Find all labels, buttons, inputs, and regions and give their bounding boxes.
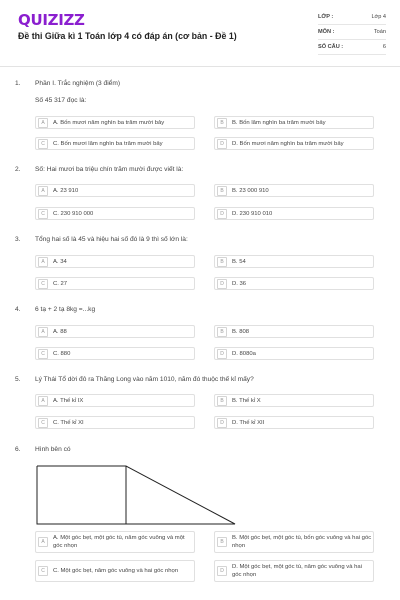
info-label: SỐ CÂU : (318, 44, 344, 50)
quizizz-logo: QUIZIZZ (18, 11, 85, 29)
option-letter: D (217, 209, 227, 219)
answer-option-b[interactable] (214, 531, 374, 553)
option-text: D. 230 910 010 (232, 210, 273, 217)
geometry-figure (36, 465, 236, 525)
option-letter: D (217, 349, 227, 359)
info-value: 6 (382, 44, 386, 50)
option-text: D. 36 (232, 280, 247, 287)
question-text: Hình bên có (35, 446, 71, 453)
option-text: B. 23 000 910 (232, 187, 269, 194)
question-text: Số 45 317 đọc là: (35, 97, 87, 104)
option-text: A. 23 910 (53, 187, 79, 194)
option-letter: A (38, 118, 48, 128)
question-number: 3. (15, 236, 21, 243)
option-letter: C (38, 139, 48, 149)
option-text: B. Bốn lăm nghìn ba trăm mười bảy (232, 119, 326, 126)
option-text: B. Thế kỉ X (232, 397, 261, 404)
option-letter: B (217, 118, 227, 128)
option-letter: C (38, 418, 48, 428)
option-text: C. 230 910 000 (53, 210, 94, 217)
option-letter: A (38, 257, 48, 267)
option-letter: D (217, 418, 227, 428)
info-row-grade (318, 10, 386, 25)
info-table (318, 10, 386, 55)
option-letter: D (217, 139, 227, 149)
option-letter: A (38, 186, 48, 196)
answer-option-a[interactable] (35, 184, 195, 197)
answer-option-c[interactable] (35, 207, 195, 220)
option-text: A. Một góc bẹt, một góc tù, năm góc vuông và một góc nhọn (53, 535, 185, 549)
option-letter: A (38, 396, 48, 406)
option-text: A. 88 (53, 328, 67, 335)
answer-option-c[interactable] (35, 137, 195, 150)
answer-option-a[interactable] (35, 531, 195, 553)
answer-option-a[interactable] (35, 255, 195, 268)
info-value: Toán (373, 29, 386, 35)
answer-option-b[interactable] (214, 184, 374, 197)
option-text: C. 880 (53, 350, 71, 357)
option-letter: A (38, 537, 48, 547)
question-text: Lý Thái Tổ dời đô ra Thăng Long vào năm 1010, năm đó thuộc thế kỉ mấy? (35, 376, 254, 383)
option-text: B. 808 (232, 328, 250, 335)
question-number: 1. (15, 80, 21, 87)
answer-option-d[interactable] (214, 560, 374, 582)
answer-option-d[interactable] (214, 347, 374, 360)
answer-option-d[interactable] (214, 416, 374, 429)
page-header (0, 0, 400, 67)
option-text: B. Một góc bẹt, một góc tù, bốn góc vuông và hai góc nhọn (232, 535, 372, 549)
answer-option-c[interactable] (35, 277, 195, 290)
answer-option-a[interactable] (35, 116, 195, 129)
option-letter: B (217, 396, 227, 406)
option-letter: A (38, 327, 48, 337)
answer-option-c[interactable] (35, 416, 195, 429)
option-text: A. 34 (53, 258, 67, 265)
option-text: D. Bốn mươi năm nghìn ba trăm mười bảy (232, 140, 344, 147)
option-text: C. Một góc bẹt, năm góc vuông và hai góc nhọn (53, 568, 179, 574)
option-text: D. 8080a (232, 350, 256, 357)
option-letter: C (38, 566, 48, 576)
answer-option-d[interactable] (214, 207, 374, 220)
question-text: 6 tạ + 2 tạ 8kg =...kg (35, 306, 96, 313)
info-row-count (318, 40, 386, 55)
answer-option-c[interactable] (35, 347, 195, 360)
option-letter: B (217, 537, 227, 547)
option-text: B. 54 (232, 258, 246, 265)
answer-option-d[interactable] (214, 277, 374, 290)
option-letter: B (217, 327, 227, 337)
option-letter: B (217, 186, 227, 196)
answer-option-b[interactable] (214, 325, 374, 338)
answer-option-a[interactable] (35, 394, 195, 407)
info-label: LỚP : (318, 14, 334, 20)
question-text: Số: Hai mươi ba triệu chín trăm mười được viết là: (35, 166, 184, 173)
answer-option-d[interactable] (214, 137, 374, 150)
answer-option-b[interactable] (214, 116, 374, 129)
info-row-subject (318, 25, 386, 40)
question-number: 6. (15, 446, 21, 453)
option-letter: C (38, 209, 48, 219)
option-letter: C (38, 279, 48, 289)
info-value: Lớp 4 (371, 14, 386, 20)
answer-option-a[interactable] (35, 325, 195, 338)
question-number: 2. (15, 166, 21, 173)
option-letter: B (217, 257, 227, 267)
document-title: Đề thi Giữa kì 1 Toán lớp 4 có đáp án (cơ bản - Đề 1) (18, 31, 237, 41)
question-number: 4. (15, 306, 21, 313)
question-number: 5. (15, 376, 21, 383)
option-letter: D (217, 566, 227, 576)
option-letter: D (217, 279, 227, 289)
option-text: D. Thế kỉ XII (232, 419, 265, 426)
option-text: C. Thế kỉ XI (53, 419, 84, 426)
option-text: D. Một góc bẹt, một góc tù, năm góc vuông và hai góc nhọn (232, 564, 362, 578)
question-text: Tổng hai số là 45 và hiệu hai số đó là 9 thì số lớn là: (35, 236, 188, 243)
answer-option-b[interactable] (214, 255, 374, 268)
option-letter: C (38, 349, 48, 359)
answer-option-c[interactable] (35, 560, 195, 582)
option-text: A. Thế kỉ IX (53, 397, 84, 404)
option-text: A. Bốn mươi năm nghìn ba trăm mười bảy (53, 119, 165, 126)
option-text: C. 27 (53, 280, 68, 287)
info-label: MÔN : (318, 29, 335, 35)
answer-option-b[interactable] (214, 394, 374, 407)
section-heading: Phần I. Trắc nghiệm (3 điểm) (35, 80, 121, 87)
option-text: C. Bốn mươi lăm nghìn ba trăm mười bảy (53, 140, 163, 147)
